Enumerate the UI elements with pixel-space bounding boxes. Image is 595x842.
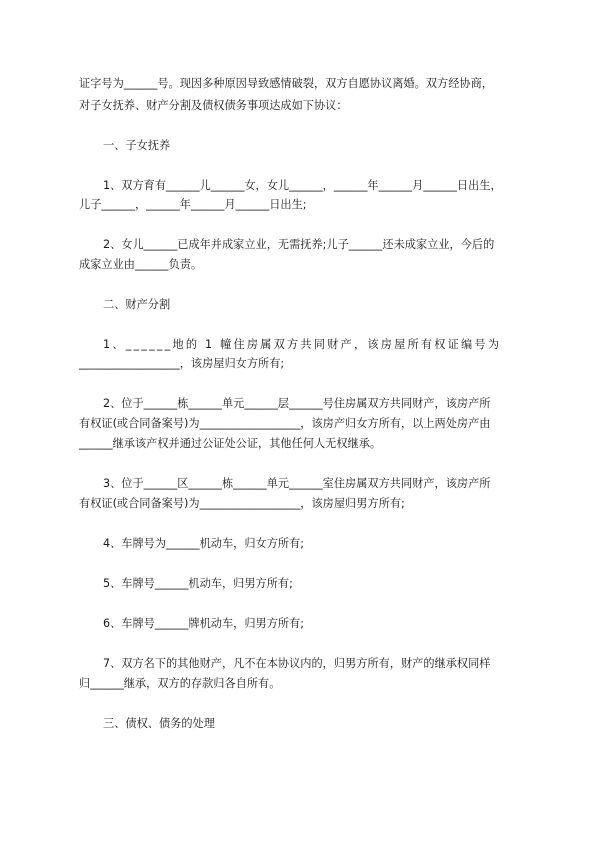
paragraph-line: 证字号为______号。现因多种原因导致感情破裂，双方自愿协议离婚。双方经协商， bbox=[79, 77, 493, 90]
paragraph-line: ______继承该产权并通过公证处公证，其他任何人无权继承。 bbox=[79, 437, 382, 450]
paragraph-line: 5、车牌号______机动车，归男方所有; bbox=[103, 577, 293, 590]
paragraph-line: 对子女抚养、财产分割及债权债务事项达成如下协议： bbox=[79, 99, 348, 112]
paragraph-line: 7、双方名下的其他财产，凡不在本协议内的，归男方所有，财产的继承权同样 bbox=[103, 657, 491, 670]
paragraph-line: 有权证(或合同备案号)为__________________，该房产归女方所有，以上两处房产由 bbox=[79, 417, 491, 430]
paragraph-line: 归______继承，双方的存款归各自所有。 bbox=[79, 677, 281, 690]
paragraph-line: 1、双方育有______儿______女，女儿______，______年______月______日出生， bbox=[103, 179, 502, 192]
paragraph-line: 有权证(或合同备案号)为__________________，该房屋归男方所有; bbox=[79, 497, 405, 510]
section-heading-property-division: 二、财产分割 bbox=[103, 298, 171, 311]
paragraph-line: 1、______地的 1 幢住房属双方共同财产，该房屋所有权证编号为 bbox=[103, 338, 502, 351]
paragraph-line: 3、位于______区______栋______单元______室住房属双方共同财产，该房产所 bbox=[103, 477, 491, 490]
paragraph-line: 2、女儿______已成年并成家立业，无需抚养;儿子______还未成家立业，今后的 bbox=[103, 238, 495, 251]
paragraph-line: 成家立业由______负责。 bbox=[79, 258, 203, 271]
paragraph-line: 儿子______，______年______月______日出生; bbox=[79, 198, 307, 211]
section-heading-child-support: 一、子女抚养 bbox=[103, 139, 171, 152]
paragraph-line: 4、车牌号为______机动车，归女方所有; bbox=[103, 537, 305, 550]
paragraph-line: __________________，该房屋归女方所有; bbox=[79, 357, 285, 370]
paragraph-line: 6、车牌号______牌机动车，归男方所有; bbox=[103, 617, 305, 630]
section-heading-debts: 三、债权、债务的处理 bbox=[103, 717, 215, 730]
paragraph-line: 2、位于______栋______单元______层______号住房属双方共同财产，该房产所 bbox=[103, 397, 491, 410]
